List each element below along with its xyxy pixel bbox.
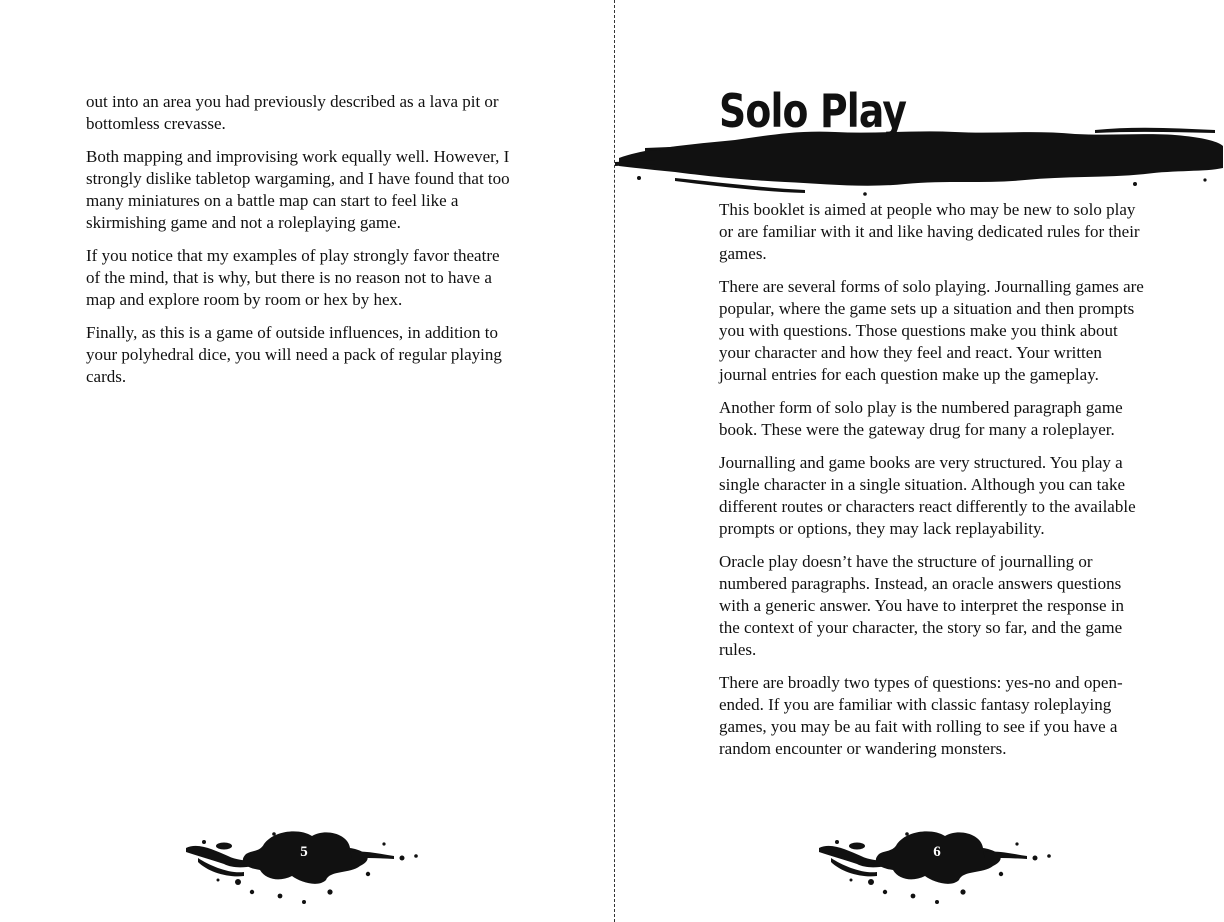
page-number-folio — [180, 822, 440, 912]
right-page-body — [719, 199, 1149, 771]
paragraph: There are broadly two types of questions: yes-no and open-ended. If you are familiar with classic fantasy roleplaying games, you may be au fait with rolling to see if you have a random encounter or wandering monsters. — [719, 673, 1123, 758]
paragraph: Oracle play doesn’t have the structure of journalling or numbered paragraphs. Instead, an oracle answers questions with a generic answer. You have to interpret the response in the context of your character, the story so far, and the game rules. — [719, 552, 1125, 659]
paragraph: If you notice that my examples of play strongly favor theatre of the mind, that is why, but there is no reason not to have a map and explore room by room or hex by hex. — [86, 246, 500, 309]
chapter-heading: Solo Play — [719, 84, 907, 138]
paragraph: Journalling and game books are very structured. You play a single character in a single situation. Although you can take different routes or characters react differently to the available prompts or options, they may lack replayability. — [719, 453, 1136, 538]
right-page — [615, 0, 1224, 922]
paragraph: Both mapping and improvising work equally well. However, I strongly dislike tabletop wargaming, and I have found that too many miniatures on a battle map can start to feel like a skirmishing game and not a roleplaying game. — [86, 147, 510, 232]
ink-splatter-icon — [180, 822, 440, 912]
paragraph: Another form of solo play is the numbered paragraph game book. These were the gateway drug for many a roleplayer. — [719, 398, 1123, 439]
paragraph: out into an area you had previously described as a lava pit or bottomless crevasse. — [86, 92, 499, 133]
page-number: 6 — [933, 844, 941, 860]
paragraph: There are several forms of solo playing. Journalling games are popular, where the game sets up a situation and then prompts you with questions. Those questions make you think about your character and how they feel and react. Your written journal entries for each question make up the gameplay. — [719, 277, 1144, 384]
left-page-body — [86, 91, 516, 399]
paragraph: This booklet is aimed at people who may be new to solo play or are familiar with it and like having dedicated rules for their games. — [719, 200, 1140, 263]
page-number-folio — [813, 822, 1073, 912]
ink-brush-stroke-icon — [615, 118, 1224, 198]
paragraph: Finally, as this is a game of outside influences, in addition to your polyhedral dice, you will need a pack of regular playing cards. — [86, 323, 502, 386]
page-number: 5 — [300, 844, 308, 860]
ink-splatter-icon — [813, 822, 1073, 912]
